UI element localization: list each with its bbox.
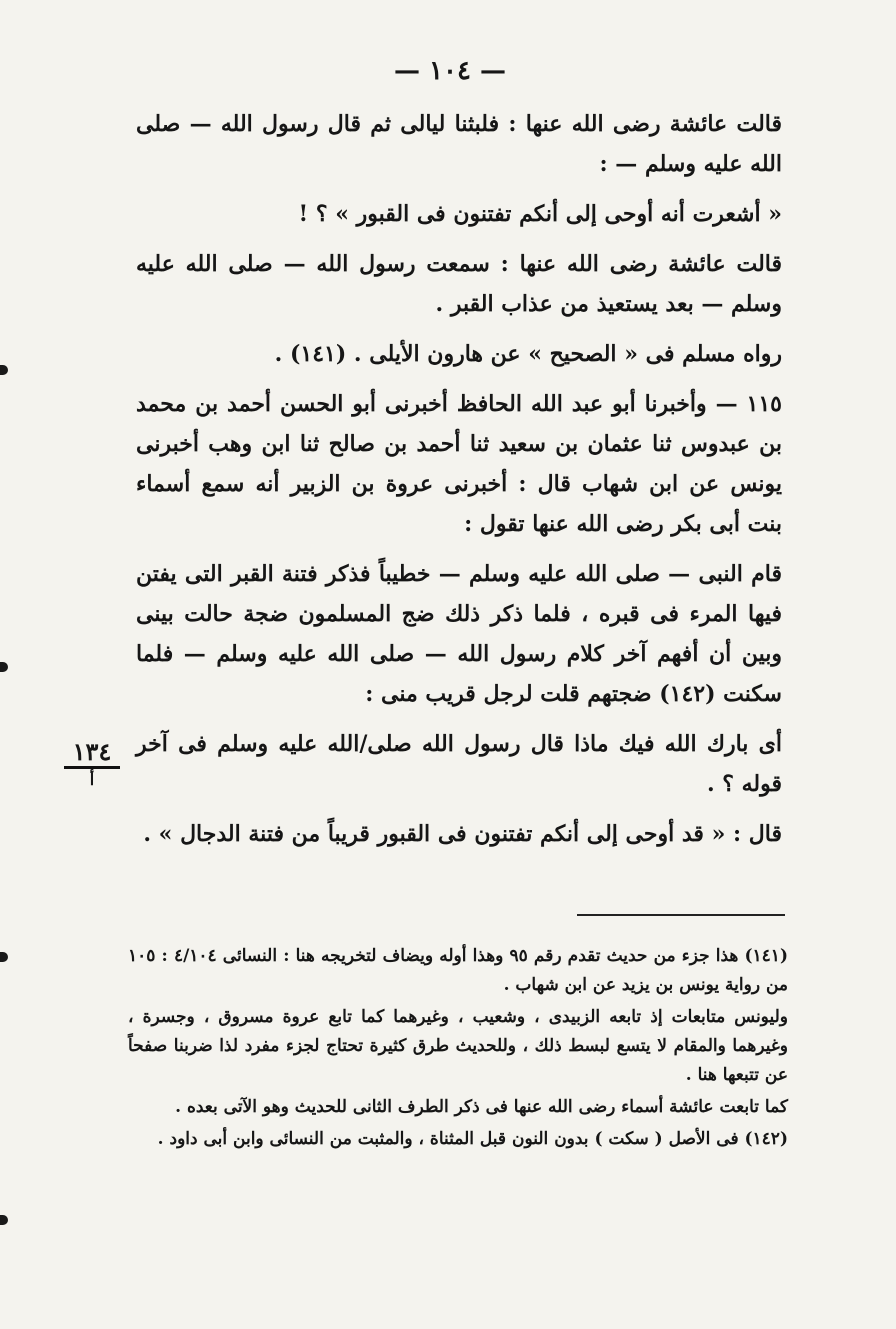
footnotes bbox=[128, 942, 788, 1157]
paragraph: قالت عائشة رضى الله عنها : سمعت رسول الله — صلى الله عليه وسلم — بعد يستعيذ من عذاب القبر . bbox=[136, 251, 782, 317]
footnote-separator bbox=[577, 914, 785, 916]
paragraph: رواه مسلم فى « الصحيح » عن هارون الأيلى . (١٤١) . bbox=[274, 341, 782, 367]
binding-mark bbox=[0, 662, 8, 672]
main-text bbox=[136, 104, 782, 864]
footnote: كما تابعت عائشة أسماء رضى الله عنها فى ذكر الطرف الثانى للحديث وهو الآتى بعده . bbox=[175, 1097, 788, 1117]
margin-note bbox=[62, 737, 122, 789]
paragraph: ١١٥ — وأخبرنا أبو عبد الله الحافظ أخبرنى أبو الحسن أحمد بن محمد بن عبدوس ثنا عثمان بن سعيد ثنا أحمد بن صالح ثنا ابن وهب أخبرنى يونس عن ابن شهاب قال : أخبرنى عروة بن الزبير أنه سمع أسماء بنت أبى بكر رضى الله عنها تقول : bbox=[136, 391, 782, 537]
footnote: (١٤٢) فى الأصل ( سكت ) بدون النون قبل المثناة ، والمثبت من النسائى وابن أبى داود . bbox=[157, 1129, 788, 1149]
margin-note-divider bbox=[64, 766, 120, 769]
binding-mark bbox=[0, 1215, 8, 1225]
binding-mark bbox=[0, 365, 8, 375]
margin-note-sub: أ bbox=[89, 770, 95, 789]
margin-note-number: ١٣٤ bbox=[72, 737, 112, 766]
paragraph: قال : « قد أوحى إلى أنكم تفتنون فى القبور قريباً من فتنة الدجال » . bbox=[143, 821, 782, 847]
paragraph: أى بارك الله فيك ماذا قال رسول الله صلى/الله عليه وسلم فى آخر قوله ؟ . bbox=[136, 731, 782, 797]
page-number: — ١٠٤ — bbox=[393, 56, 507, 86]
paragraph: قام النبى — صلى الله عليه وسلم — خطيباً فذكر فتنة القبر التى يفتن فيها المرء فى قبره ، فلما ذكر ذلك ضج المسلمون ضجة حالت بينى وبين أن أفهم آخر كلام رسول الله — صلى الله عليه وسلم — فلما سكنت (١٤٢) ضجتهم قلت لرجل قريب منى : bbox=[136, 561, 782, 707]
binding-mark bbox=[0, 952, 8, 962]
paragraph: « أشعرت أنه أوحى إلى أنكم تفتنون فى القبور » ؟ ! bbox=[298, 201, 782, 227]
footnote: وليونس متابعات إذ تابعه الزبيدى ، وشعيب ، وغيرهما كما تابع عروة مسروق ، وجسرة ، وغيرهما والمقام لا يتسع لبسط ذلك ، وللحديث طرق كثيرة تحتاج لجزء مفرد لذا ضربنا صفحاً عن تتبعها هنا . bbox=[128, 1007, 788, 1085]
paragraph: قالت عائشة رضى الله عنها : فلبثنا ليالى ثم قال رسول الله — صلى الله عليه وسلم — : bbox=[136, 111, 782, 177]
footnote: (١٤١) هذا جزء من حديث تقدم رقم ٩٥ وهذا أوله ويضاف لتخريجه هنا : النسائى ٤/١٠٤ : ١٠٥ من رواية يونس بن يزيد عن ابن شهاب . bbox=[128, 946, 788, 995]
